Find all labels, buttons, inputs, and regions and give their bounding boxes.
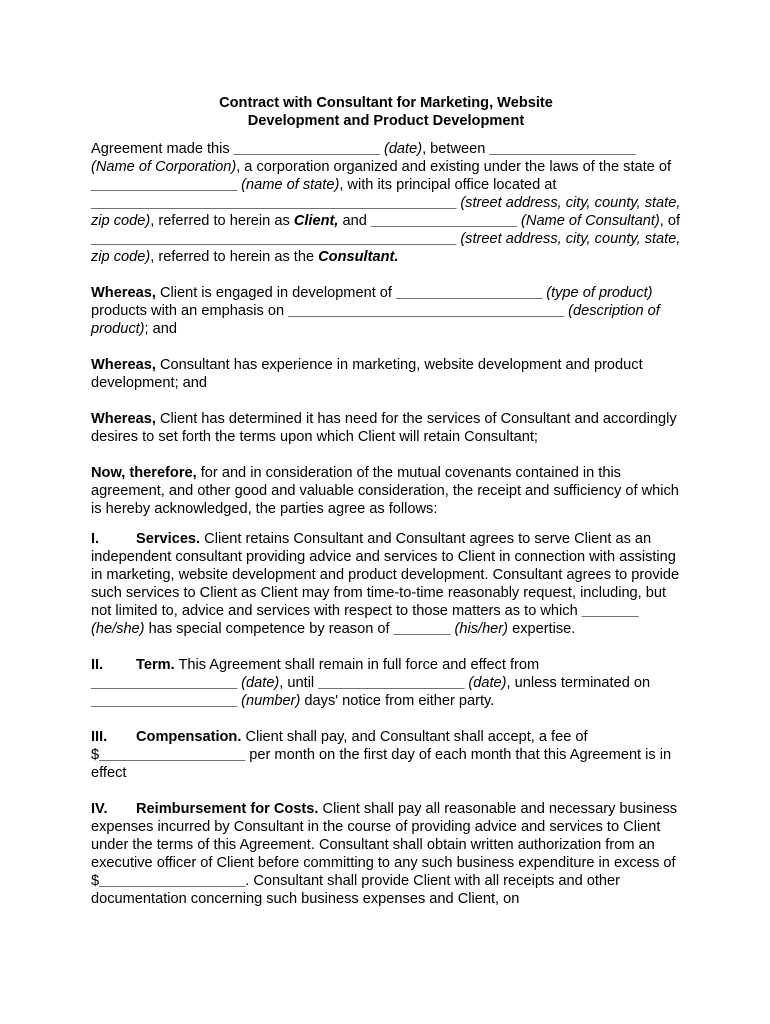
intro-text: , of (659, 213, 681, 229)
whereas-text: ; and (144, 321, 178, 337)
section-text: per month on the first day of each month that this Agreement is in effect (91, 747, 672, 781)
whereas-paragraph-3 (91, 410, 681, 446)
section-number: I. (91, 531, 100, 547)
state-name-hint: (name of state) (241, 177, 340, 193)
whereas-paragraph-2 (91, 356, 681, 392)
date-blank[interactable]: __________________ (233, 141, 380, 157)
whereas-text: Client has determined it has need for the services of Consultant and accordingly desires to set forth the terms upon which Client will retain Consultant; (91, 411, 677, 445)
section-text: Client shall pay all reasonable and necessary business expenses incurred by Consultant in the course of providing advice and services to Client under the terms of this Agreement. Consultant shall obtain written authorization from an executive officer of Client before committing to any such business expenditure in excess of $ (91, 801, 678, 889)
product-type-blank[interactable]: __________________ (396, 285, 543, 301)
expense-limit-blank[interactable]: __________________ (99, 873, 246, 889)
section-compensation (91, 728, 681, 782)
section-reimbursement (91, 800, 681, 908)
client-street-hint: (street address, city, county, state, zip code) (91, 195, 681, 229)
section-text: expertise. (508, 621, 576, 637)
intro-text: , with its principal office located at (339, 177, 557, 193)
now-therefore-text: for and in consideration of the mutual covenants contained in this agreement, and other good and valuable consideration, the receipt and sufficiency of which is hereby acknowledged, the parties agree as follows: (91, 465, 679, 517)
he-she-blank[interactable]: _______ (581, 603, 639, 619)
section-text: . Consultant shall provide Client with all receipts and other documentation concerning such business expenses and Client, on (91, 873, 621, 907)
product-description-hint: (description of product) (91, 303, 660, 337)
consultant-name-blank[interactable]: __________________ (370, 213, 517, 229)
intro-text: and (338, 213, 371, 229)
section-heading: Compensation. (136, 729, 242, 745)
section-heading: Services. (136, 531, 201, 547)
section-number: II. (91, 657, 104, 673)
whereas-text: Client is engaged in development of (155, 285, 397, 301)
whereas-text: products with an emphasis on (91, 303, 289, 319)
consultant-name-hint: (Name of Consultant) (521, 213, 660, 229)
section-text: days' notice from either party. (300, 693, 495, 709)
section-heading: Reimbursement for Costs. (136, 801, 319, 817)
his-her-blank[interactable]: _______ (393, 621, 451, 637)
section-heading: Term. (136, 657, 175, 673)
corporation-name-hint: (Name of Corporation) (91, 159, 237, 175)
whereas-paragraph-1 (91, 284, 681, 338)
product-type-hint: (type of product) (546, 285, 653, 301)
whereas-lead: Whereas, (91, 411, 156, 427)
whereas-text: Consultant has experience in marketing, website development and product development; and (91, 357, 643, 391)
product-emphasis-blank[interactable]: __________________________________ (288, 303, 565, 319)
state-name-blank[interactable]: __________________ (91, 177, 238, 193)
contract-page (91, 94, 681, 926)
notice-days-blank[interactable]: __________________ (91, 693, 238, 709)
title-line-2: Development and Product Development (247, 113, 525, 129)
section-text: has special competence by reason of (144, 621, 394, 637)
intro-text: Agreement made this (91, 141, 234, 157)
intro-paragraph (91, 140, 681, 266)
title-line-1: Contract with Consultant for Marketing, Website (219, 95, 553, 111)
section-text: , until (279, 675, 319, 691)
section-number: III. (91, 729, 108, 745)
whereas-lead: Whereas, (91, 285, 156, 301)
section-text: Client shall pay, and Consultant shall accept, a fee of $ (91, 729, 588, 763)
intro-text: , referred to herein as (150, 213, 294, 229)
now-therefore-paragraph (91, 464, 681, 518)
corporation-name-blank[interactable]: __________________ (489, 141, 636, 157)
monthly-fee-blank[interactable]: __________________ (99, 747, 246, 763)
notice-days-hint: (number) (241, 693, 301, 709)
consultant-term: Consultant. (318, 249, 399, 265)
section-number: IV. (91, 801, 108, 817)
section-text: Client retains Consultant and Consultant agrees to serve Client as an independent consultant providing advice and services to Client in connection with assisting in marketing, website development and product development. Consultant agrees to provide such services to Client as Client may from time-to-time reasonably request, including, but not limited to, advice and services with respect to those matters as to which (91, 531, 680, 619)
document-title (91, 94, 681, 130)
intro-text: , referred to herein as the (150, 249, 319, 265)
his-her-hint: (his/her) (454, 621, 509, 637)
section-services (91, 530, 681, 638)
start-date-hint: (date) (241, 675, 280, 691)
consultant-street-hint: (street address, city, county, state, zip code) (91, 231, 681, 265)
section-text: , unless terminated on (506, 675, 651, 691)
whereas-lead: Whereas, (91, 357, 156, 373)
intro-text: , a corporation organized and existing under the laws of the state of (236, 159, 672, 175)
start-date-blank[interactable]: __________________ (91, 675, 238, 691)
now-therefore-lead: Now, therefore, (91, 465, 197, 481)
end-date-blank[interactable]: __________________ (318, 675, 465, 691)
section-term (91, 656, 681, 710)
intro-text: , between (422, 141, 490, 157)
end-date-hint: (date) (468, 675, 507, 691)
date-hint: (date) (383, 141, 423, 157)
consultant-street-blank[interactable]: _____________________________________________ (91, 231, 457, 247)
section-text: This Agreement shall remain in full force and effect from (174, 657, 540, 673)
client-term: Client, (293, 213, 339, 229)
client-street-blank[interactable]: _____________________________________________ (91, 195, 457, 211)
he-she-hint: (he/she) (91, 621, 145, 637)
